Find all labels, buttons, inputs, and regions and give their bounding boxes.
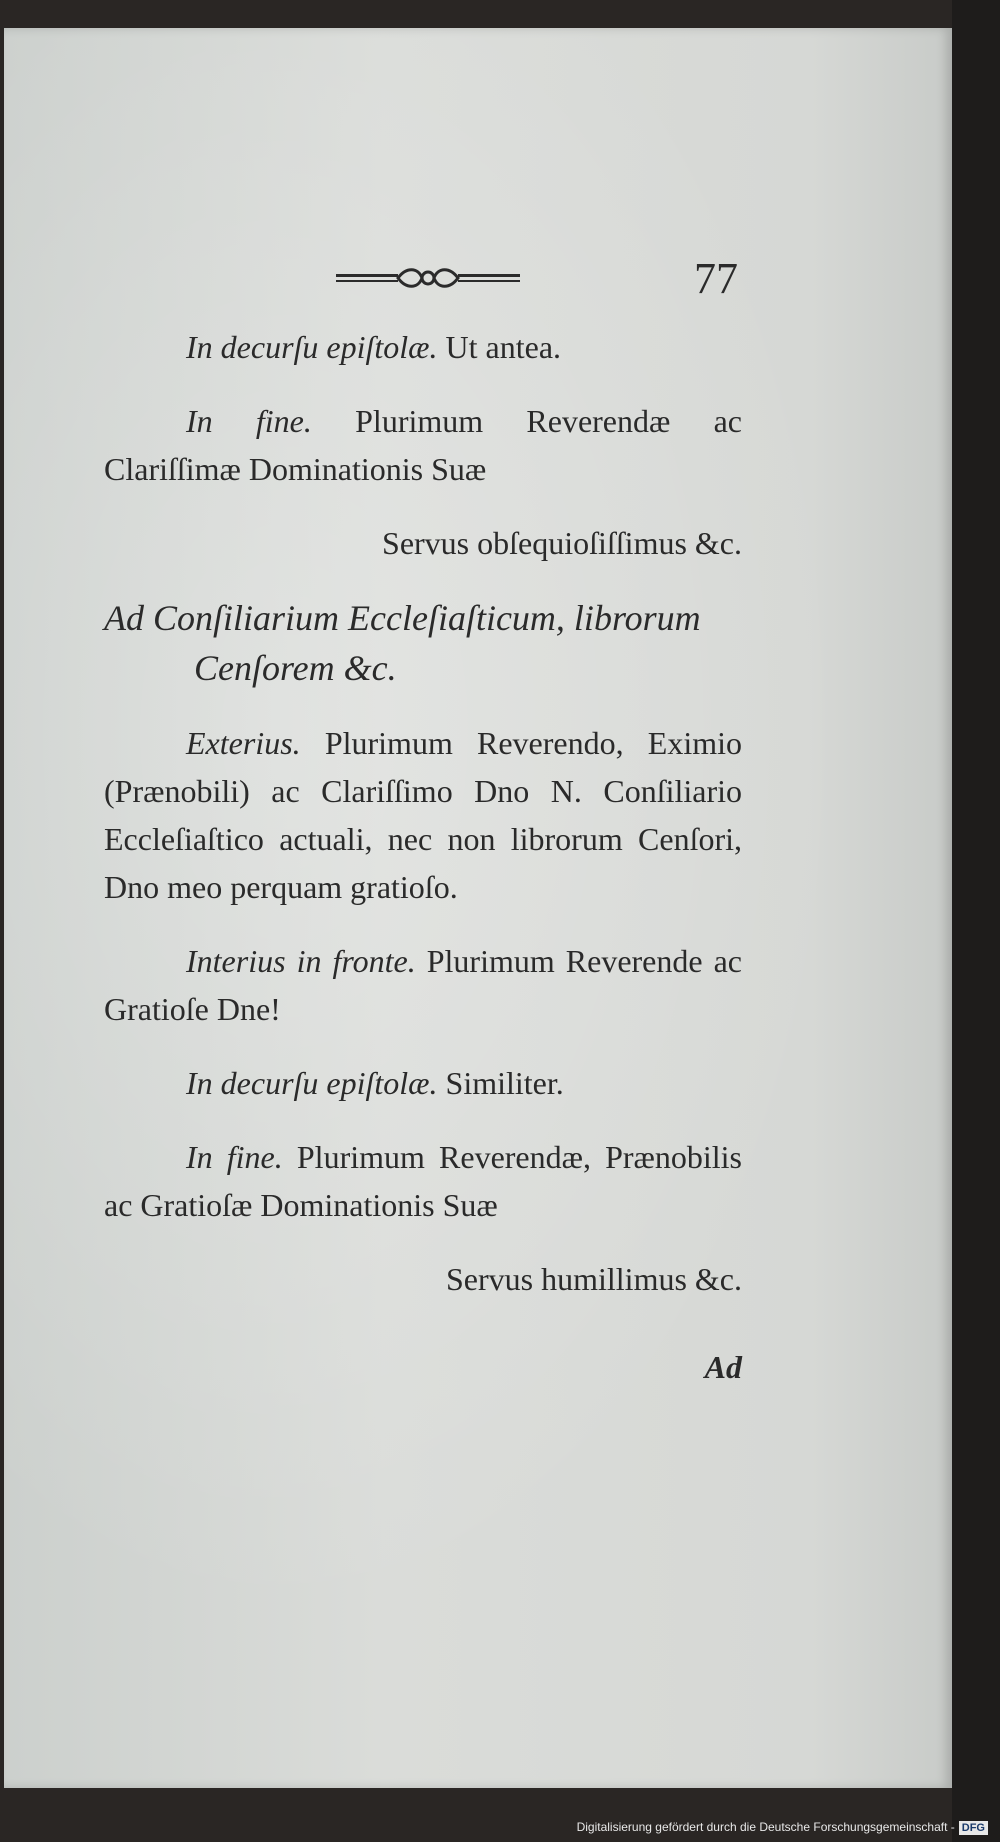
paragraph-text: Plurimum Reverendæ ac Clariſſimæ Dominationis Suæ — [104, 403, 743, 487]
paragraph-lead: In fine. — [186, 1139, 283, 1175]
paragraph-text: Plurimum Reverende ac Gratioſe Dne! — [104, 943, 742, 1027]
section-heading — [104, 593, 742, 693]
footer-text: Digitalisierung gefördert durch die Deutsche Forschungsgemeinschaft - — [576, 1820, 955, 1834]
page-header — [4, 253, 952, 313]
body-text — [104, 323, 742, 1417]
paragraph — [104, 719, 742, 911]
paragraph — [104, 937, 742, 1033]
closing-formula: Servus obſequioſiſſimus &c. — [382, 525, 742, 561]
paragraph-lead: In decurſu epiſtolæ. — [186, 329, 438, 365]
paragraph — [104, 323, 742, 371]
book-page — [4, 28, 952, 1788]
closing-formula: Servus humillimus &c. — [446, 1261, 742, 1297]
heading-line-2: Cenſorem &c. — [194, 648, 397, 688]
paragraph-text: Ut antea. — [437, 329, 562, 365]
paragraph-lead: In fine. — [186, 403, 312, 439]
paragraph — [104, 397, 742, 493]
paragraph-lead: Exterius. — [186, 725, 301, 761]
paragraph-text: Plurimum Reverendæ, Prænobilis ac Gratioſæ Dominationis Suæ — [104, 1139, 743, 1223]
catchword: Ad — [704, 1349, 742, 1385]
paragraph — [104, 1133, 742, 1229]
paragraph-text: Similiter. — [437, 1065, 564, 1101]
page-number: 77 — [694, 254, 738, 303]
ornament-icon — [336, 263, 520, 293]
paragraph-lead: In decurſu epiſtolæ. — [186, 1065, 438, 1101]
dfg-logo: DFG — [959, 1821, 988, 1835]
paragraph-lead: Interius in fronte. — [186, 943, 416, 979]
digitization-footer — [0, 1816, 1000, 1838]
paragraph-text: Plurimum Reverendo, Eximio (Prænobili) ac Clariſſimo Dno N. Conſiliario Eccleſiaſtico actuali, nec non librorum Cenſori, Dno meo perquam gratioſo. — [104, 725, 742, 905]
paragraph — [104, 1059, 742, 1107]
heading-line-1: Ad Conſiliarium Eccleſiaſticum, librorum — [104, 598, 701, 638]
scan-dark-edge — [952, 0, 1000, 1842]
